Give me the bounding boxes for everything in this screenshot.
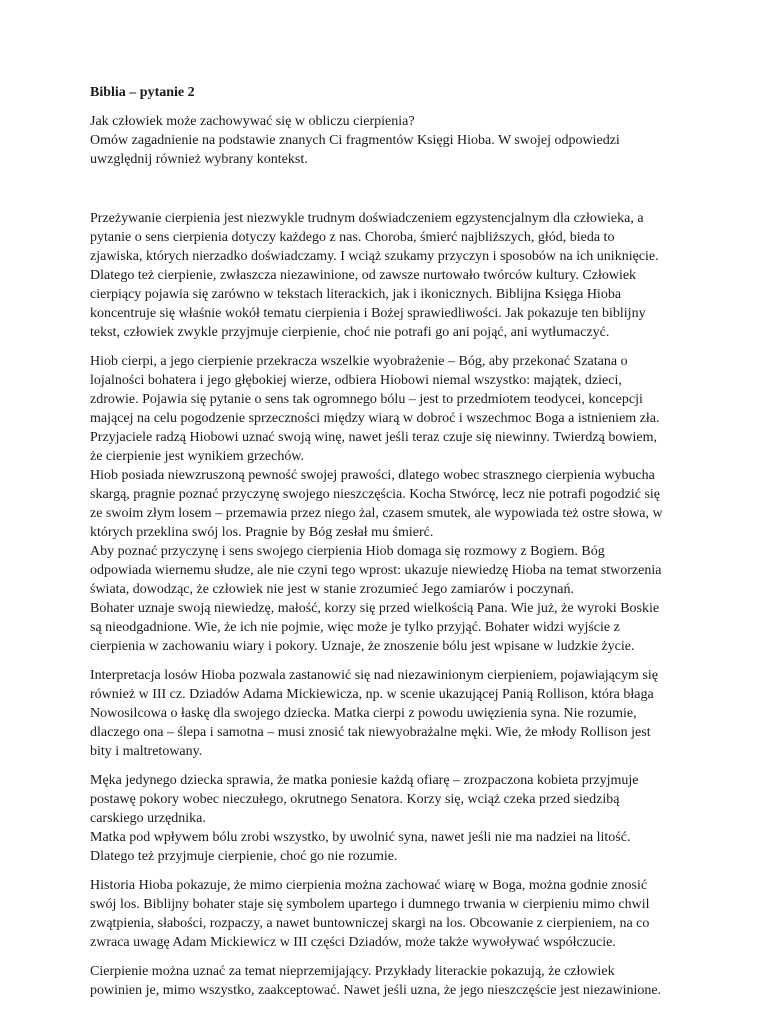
essay-paragraph <box>90 666 678 761</box>
paragraph-line: Dlatego też cierpienie, zwłaszcza niezawinione, od zawsze nurtowało twórców kultury. Człowiek <box>90 268 637 283</box>
paragraph-line: mającej na celu pogodzenie sprzeczności między wiarą w dobroć i wszechmoc Boga a istnieniem zła. <box>90 411 660 426</box>
paragraph-line: są nieodgadnione. Wie, że ich nie pojmie, więc może je tylko przyjąć. Bohater widzi wyjście z <box>90 620 620 635</box>
paragraph-line: tekst, człowiek zwykle przyjmuje cierpienie, choć nie potrafi go ani pojąć, ani wytłumaczyć. <box>90 325 610 340</box>
paragraph-line: Aby poznać przyczynę i sens swojego cierpienia Hiob domaga się rozmowy z Bogiem. Bóg <box>90 544 605 559</box>
question-line: Omów zagadnienie na podstawie znanych Ci fragmentów Księgi Hioba. W swojej odpowiedzi <box>90 133 620 148</box>
paragraph-line: Hiob posiada niewzruszoną pewność swojej prawości, dlatego wobec strasznego cierpienia wybucha <box>90 468 655 483</box>
paragraph-line: Przyjaciele radzą Hiobowi uznać swoją winę, nawet jeśli teraz czuje się niewinny. Twierdzą bowiem, <box>90 430 657 445</box>
paragraph-line: cierpiący pojawia się zarówno w tekstach literackich, jak i ikonicznych. Biblijna Księga Hioba <box>90 287 622 302</box>
paragraph-line: Męka jedynego dziecka sprawia, że matka poniesie każdą ofiarę – zrozpaczona kobieta przyjmuje <box>90 773 639 788</box>
paragraph-line: lojalności bohatera i jego głębokiej wierze, odbiera Hiobowi niemal wszystko: majątek, dzieci, <box>90 373 622 388</box>
essay-body <box>90 209 678 1000</box>
paragraph-line: Bohater uznaje swoją niewiedzę, małość, korzy się przed wielkością Pana. Wie już, że wyroki Boskie <box>90 601 660 616</box>
paragraph-line: koncentruje się właśnie wokół tematu cierpienia i Bożej sprawiedliwości. Jak pokazuje ten biblijny <box>90 306 646 321</box>
paragraph-line: dlaczego ona – ślepa i samotna – musi znosić tak niewyobrażalne męki. Wie, że młody Rollison jest <box>90 725 651 740</box>
paragraph-line: Przeżywanie cierpienia jest niezwykle trudnym doświadczeniem egzystencjalnym dla człowieka, a <box>90 211 644 226</box>
question-line: Jak człowiek może zachowywać się w obliczu cierpienia? <box>90 114 415 129</box>
paragraph-line: zwraca uwagę Adam Mickiewicz w III części Dziadów, może także wywoływać współczucie. <box>90 935 616 950</box>
exam-question <box>90 112 678 169</box>
essay-paragraph <box>90 352 678 656</box>
paragraph-line: zwątpienia, słabości, rozpaczy, a nawet buntowniczej skargi na los. Obcowanie z cierpieniem, na co <box>90 916 650 931</box>
paragraph-line: postawę pokory wobec nieczułego, okrutnego Senatora. Korzy się, wciąż czeka przed siedzibą <box>90 792 620 807</box>
paragraph-line: że cierpienie jest wynikiem grzechów. <box>90 449 305 464</box>
paragraph-line: Hiob cierpi, a jego cierpienie przekracza wszelkie wyobrażenie – Bóg, aby przekonać Szatana o <box>90 354 628 369</box>
paragraph-line: Historia Hioba pokazuje, że mimo cierpienia można zachować wiarę w Boga, można godnie znosić <box>90 878 648 893</box>
paragraph-line: skargą, pragnie poznać przyczynę swojego nieszczęścia. Kocha Stwórcę, lecz nie potrafi pogodzić się <box>90 487 660 502</box>
question-line: uwzględnij również wybrany kontekst. <box>90 152 308 167</box>
paragraph-line: bity i maltretowany. <box>90 744 203 759</box>
paragraph-line: Cierpienie można uznać za temat nieprzemijający. Przykłady literackie pokazują, że człowiek <box>90 964 615 979</box>
essay-paragraph <box>90 771 678 866</box>
document-title: Biblia – pytanie 2 <box>90 85 195 100</box>
paragraph-line: powinien je, mimo wszystko, zaakceptować. Nawet jeśli uzna, że jego nieszczęście jest niezawinione. <box>90 983 662 998</box>
paragraph-line: swój los. Biblijny bohater staje się symbolem upartego i dumnego trwania w cierpieniu mimo chwil <box>90 897 650 912</box>
paragraph-line: cierpienia w zachowaniu wiary i pokory. Uznaje, że znoszenie bólu jest wpisane w ludzkie życie. <box>90 639 635 654</box>
paragraph-line: carskiego urzędnika. <box>90 811 206 826</box>
paragraph-line: odpowiada wiernemu słudze, ale nie czyni tego wprost: ukazuje niewiedzę Hioba na temat stworzenia <box>90 563 662 578</box>
paragraph-line: świata, dowodząc, że człowiek nie jest w stanie zrozumieć Jego zamiarów i poczynań. <box>90 582 574 597</box>
paragraph-line: zjawiska, których nierzadko doświadczamy. I wciąż szukamy przyczyn i sposobów na ich uniknięcie. <box>90 249 659 264</box>
essay-paragraph <box>90 962 678 1000</box>
paragraph-line: również w III cz. Dziadów Adama Mickiewicza, np. w scenie ukazującej Panią Rollison, która błaga <box>90 687 654 702</box>
paragraph-line: których przeklina swój los. Pragnie by Bóg zesłał mu śmierć. <box>90 525 434 540</box>
paragraph-line: Matka pod wpływem bólu zrobi wszystko, by uwolnić syna, nawet jeśli nie ma nadziei na litość. <box>90 830 631 845</box>
paragraph-line: Interpretacja losów Hioba pozwala zastanowić się nad niezawinionym cierpieniem, pojawiającym się <box>90 668 658 683</box>
paragraph-line: ze swoim złym losem – przemawia przez niego żal, czasem smutek, ale wypowiada też ostre słowa, w <box>90 506 663 521</box>
essay-paragraph <box>90 209 678 342</box>
paragraph-line: Dlatego też przyjmuje cierpienie, choć go nie rozumie. <box>90 849 398 864</box>
paragraph-line: pytanie o sens cierpienia dotyczy każdego z nas. Choroba, śmierć najbliższych, głód, bieda to <box>90 230 615 245</box>
paragraph-line: zdrowie. Pojawia się pytanie o sens tak ogromnego bólu – jest to przedmiotem teodycei, koncepcji <box>90 392 643 407</box>
spacer <box>90 169 678 209</box>
paragraph-line: Nowosilcowa o łaskę dla swojego dziecka. Matka cierpi z powodu uwięzienia syna. Nie rozumie, <box>90 706 637 721</box>
essay-paragraph <box>90 876 678 952</box>
